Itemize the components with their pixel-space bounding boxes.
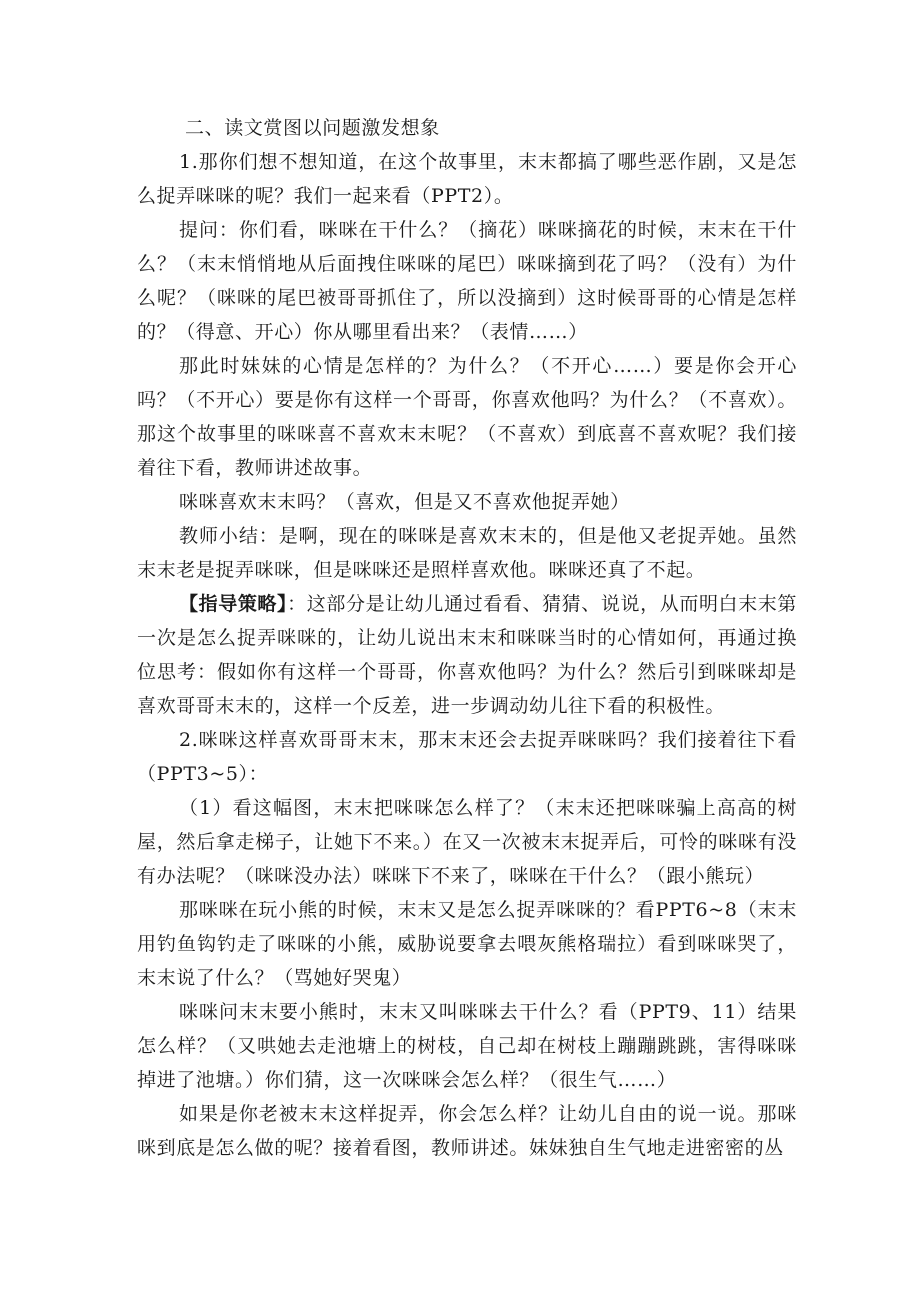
- paragraph-6-guidance: [137, 587, 797, 723]
- paragraph-9: 那咪咪在玩小熊的时候，末末又是怎么捉弄咪咪的？看PPT6~8（末末用钓鱼钩钓走了咪咪的小熊，威胁说要拿去喂灰熊格瑞拉）看到咪咪哭了，末末说了什么？（骂她好哭鬼）: [137, 899, 797, 989]
- paragraph-11: 如果是你老被末末这样捉弄，你会怎么样？让幼儿自由的说一说。那咪咪到底是怎么做的呢？接着看图，教师讲述。妹妹独自生气地走进密密的丛: [137, 1103, 797, 1159]
- section-heading: 二、读文赏图以问题激发想象: [185, 117, 440, 139]
- paragraph-7: 2.咪咪这样喜欢哥哥末末，那末末还会去捉弄咪咪吗？我们接着往下看（PPT3~5）：: [137, 729, 797, 785]
- paragraph-3: 那此时妹妹的心情是怎样的？为什么？（不开心……）要是你会开心吗？（不开心）要是你有这样一个哥哥，你喜欢他吗？为什么？（不喜欢）。那这个故事里的咪咪喜不喜欢末末呢？（不喜欢）到底喜不喜欢呢？我们接着往下看，教师讲述故事。: [137, 355, 797, 479]
- paragraph-8: （1）看这幅图，末末把咪咪怎么样了？（末末还把咪咪骗上高高的树屋，然后拿走梯子，让她下不来。）在又一次被末末捉弄后，可怜的咪咪有没有办法呢？（咪咪没办法）咪咪下不来了，咪咪在干什么？（跟小熊玩）: [137, 797, 797, 887]
- guidance-text: ：这部分是让幼儿通过看看、猜猜、说说，从而明白末末第一次是怎么捉弄咪咪的，让幼儿说出末末和咪咪当时的心情如何，再通过换位思考：假如你有这样一个哥哥，你喜欢他吗？为什么？然后引到咪咪却是喜欢哥哥末末的，这样一个反差，进一步调动幼儿往下看的积极性。: [137, 593, 797, 717]
- guidance-label: 【指导策略】: [179, 593, 288, 615]
- paragraph-10: 咪咪问末末要小熊时，末末又叫咪咪去干什么？看（PPT9、11）结果怎么样？（又哄她去走池塘上的树枝，自己却在树枝上蹦蹦跳跳，害得咪咪掉进了池塘。）你们猜，这一次咪咪会怎么样？（很生气……）: [137, 1001, 797, 1091]
- paragraph-2: 提问：你们看，咪咪在干什么？（摘花）咪咪摘花的时候，末末在干什么？（末末悄悄地从后面拽住咪咪的尾巴）咪咪摘到花了吗？（没有）为什么呢？（咪咪的尾巴被哥哥抓住了，所以没摘到）这时候哥哥的心情是怎样的？（得意、开心）你从哪里看出来？（表情……）: [137, 219, 797, 343]
- paragraph-4: 咪咪喜欢末末吗？（喜欢，但是又不喜欢他捉弄她）: [179, 491, 630, 513]
- paragraph-5: 教师小结：是啊，现在的咪咪是喜欢末末的，但是他又老捉弄她。虽然末末老是捉弄咪咪，但是咪咪还是照样喜欢他。咪咪还真了不起。: [137, 525, 797, 581]
- paragraph-1: 1.那你们想不想知道，在这个故事里，末末都搞了哪些恶作剧，又是怎么捉弄咪咪的呢？我们一起来看（PPT2）。: [137, 151, 797, 207]
- document-body: [137, 111, 797, 1165]
